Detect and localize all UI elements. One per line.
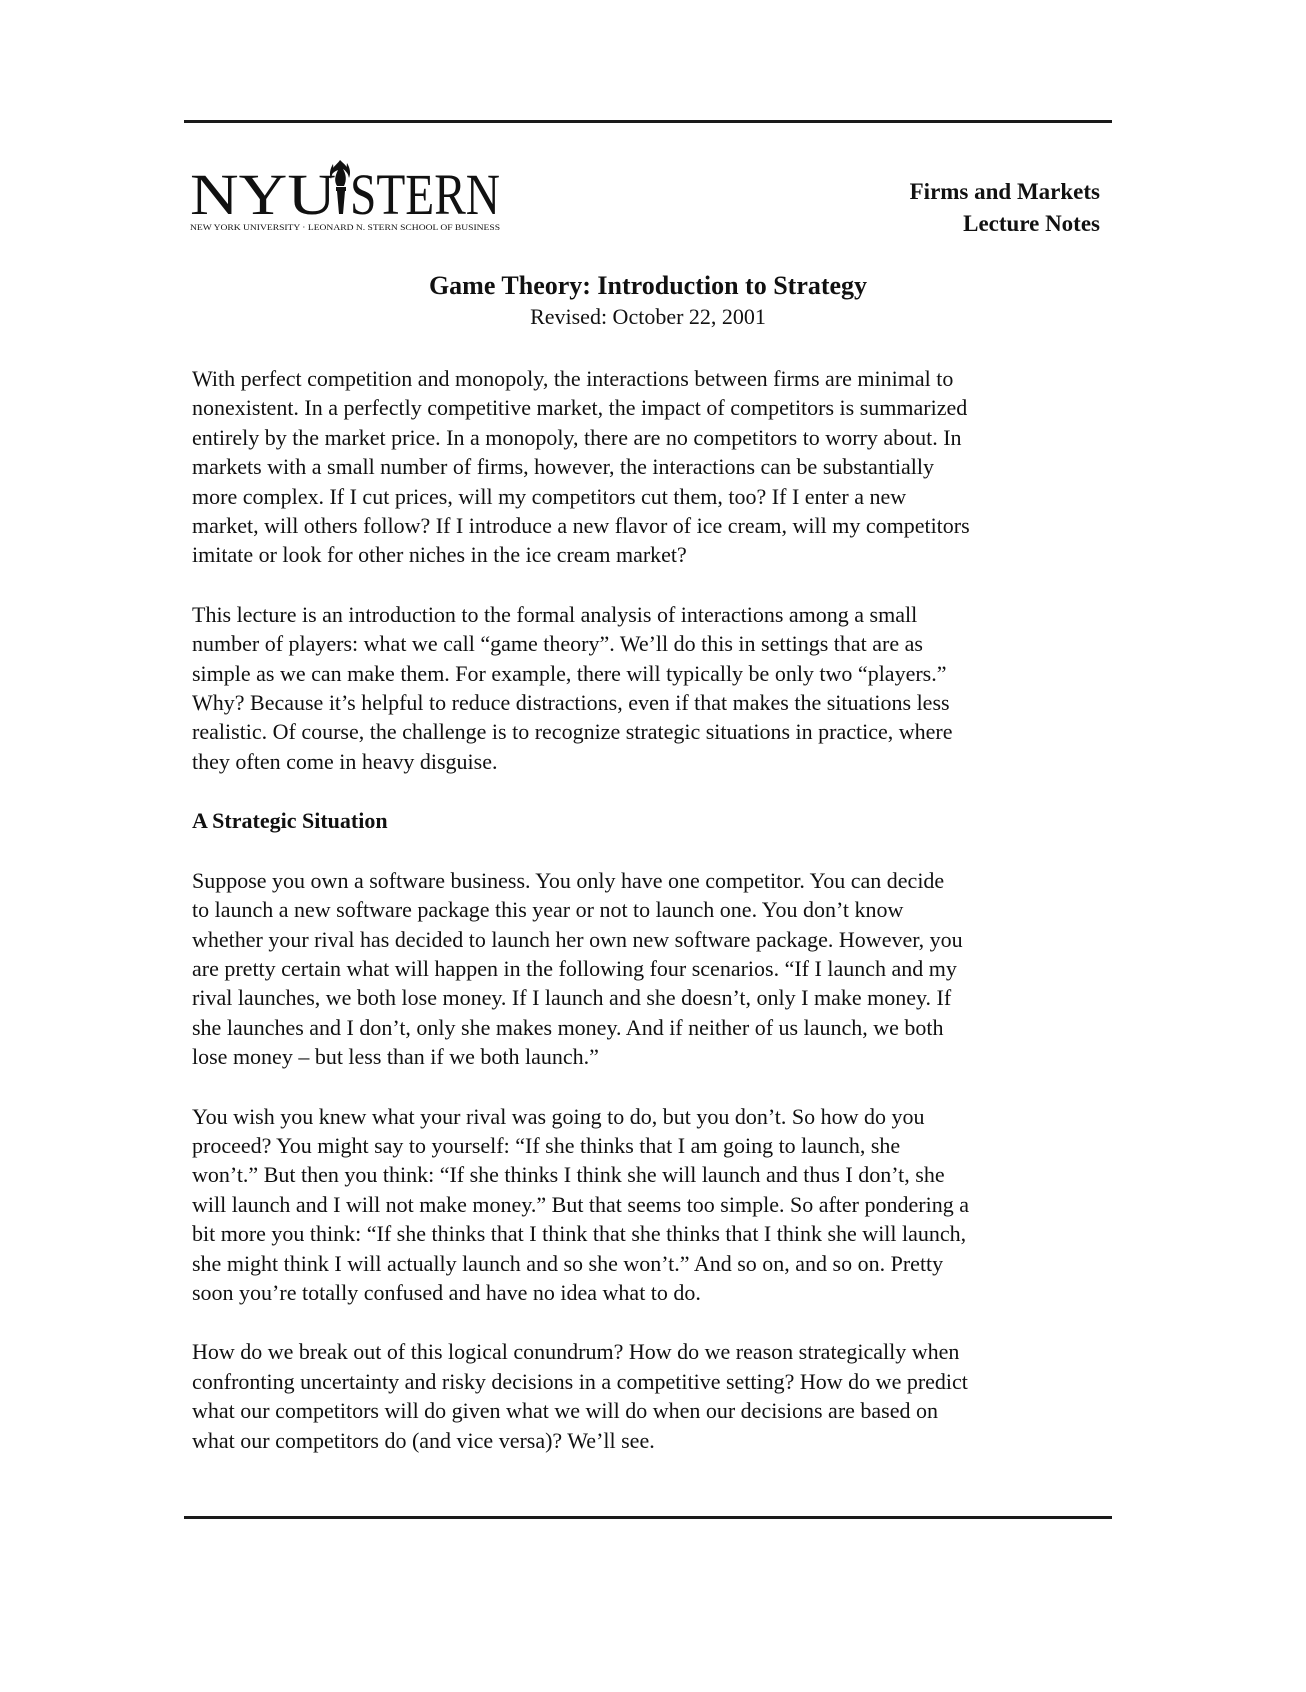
text-line: With perfect competition and monopoly, the interactions between firms are minimal to xyxy=(192,366,954,391)
text-line: imitate or look for other niches in the ice cream market? xyxy=(192,542,687,568)
text-line: they often come in heavy disguise. xyxy=(192,748,498,774)
top-rule xyxy=(184,120,1112,123)
text-line: Suppose you own a software business. You only have one competitor. You can decide xyxy=(192,867,945,893)
text-line: proceed? You might say to yourself: “If she thinks that I am going to launch, she xyxy=(192,1132,901,1158)
bottom-rule xyxy=(184,1516,1112,1519)
course-info xyxy=(910,176,1100,240)
text-line: market, will others follow? If I introduce a new flavor of ice cream, will my competitors xyxy=(192,513,970,539)
logo-nyu: NYU xyxy=(190,162,336,227)
text-line: to launch a new software package this year or not to launch one. You don’t know xyxy=(192,897,904,923)
nyu-stern-logo xyxy=(190,150,530,238)
text-line: How do we break out of this logical conundrum? How do we reason strategically when xyxy=(192,1339,960,1365)
text-line: will launch and I will not make money.” But that seems too simple. So after pondering a xyxy=(192,1191,969,1217)
logo-subtext: NEW YORK UNIVERSITY · LEONARD N. STERN SCHOOL OF BUSINESS xyxy=(190,223,500,232)
svg-text:STERN: STERN xyxy=(350,162,500,227)
text-line: more complex. If I cut prices, will my competitors cut them, too? If I enter a new xyxy=(192,483,907,509)
text-line: whether your rival has decided to launch her own new software package. However, you xyxy=(192,926,963,952)
text-line: lose money – but less than if we both launch.” xyxy=(192,1044,599,1070)
text-line: realistic. Of course, the challenge is to recognize strategic situations in practice, where xyxy=(192,719,953,745)
text-line: This lecture is an introduction to the formal analysis of interactions among a small xyxy=(192,601,918,627)
text-line: rival launches, we both lose money. If I launch and she doesn’t, only I make money. If xyxy=(192,985,952,1011)
text-line: markets with a small number of firms, however, the interactions can be substantially xyxy=(192,454,935,480)
text-line: what our competitors do (and vice versa)? We’ll see. xyxy=(192,1427,655,1453)
course-subtitle: Lecture Notes xyxy=(963,211,1100,236)
text-line: Why? Because it’s helpful to reduce distractions, even if that makes the situations less xyxy=(192,690,950,716)
text-line: what our competitors will do given what we will do when our decisions are based on xyxy=(192,1398,939,1424)
paragraph-5 xyxy=(192,1337,1112,1455)
text-line: nonexistent. In a perfectly competitive market, the impact of competitors is summarized xyxy=(192,395,968,421)
paragraph-1 xyxy=(192,364,1112,570)
text-line: won’t.” But then you think: “If she thinks I think she will launch and thus I don’t, she xyxy=(192,1162,945,1188)
title-block xyxy=(184,270,1112,332)
revised-date: Revised: October 22, 2001 xyxy=(530,304,766,329)
text-line: are pretty certain what will happen in the following four scenarios. “If I launch and my xyxy=(192,955,957,981)
text-line: she might think I will actually launch and so she won’t.” And so on, and so on. Pretty xyxy=(192,1250,944,1276)
section-heading: A Strategic Situation xyxy=(192,808,388,834)
paragraph-2 xyxy=(192,600,1112,776)
text-line: she launches and I don’t, only she makes money. And if neither of us launch, we both xyxy=(192,1014,944,1040)
text-line: number of players: what we call “game theory”. We’ll do this in settings that are as xyxy=(192,631,923,657)
body-text xyxy=(192,364,1112,1485)
paragraph-3 xyxy=(192,866,1112,1072)
document-title: Game Theory: Introduction to Strategy xyxy=(428,271,868,300)
text-line: confronting uncertainty and risky decisions in a competitive setting? How do we predict xyxy=(192,1368,968,1394)
text-line: simple as we can make them. For example, there will typically be only two “players.” xyxy=(192,660,947,686)
text-line: You wish you knew what your rival was going to do, but you don’t. So how do you xyxy=(192,1103,925,1129)
text-line: entirely by the market price. In a monopoly, there are no competitors to worry about. In xyxy=(192,424,962,450)
text-line: bit more you think: “If she thinks that I think that she thinks that I think she will launch, xyxy=(192,1221,967,1247)
text-line: soon you’re totally confused and have no idea what to do. xyxy=(192,1279,701,1305)
paragraph-4 xyxy=(192,1102,1112,1308)
course-title: Firms and Markets xyxy=(909,179,1100,204)
